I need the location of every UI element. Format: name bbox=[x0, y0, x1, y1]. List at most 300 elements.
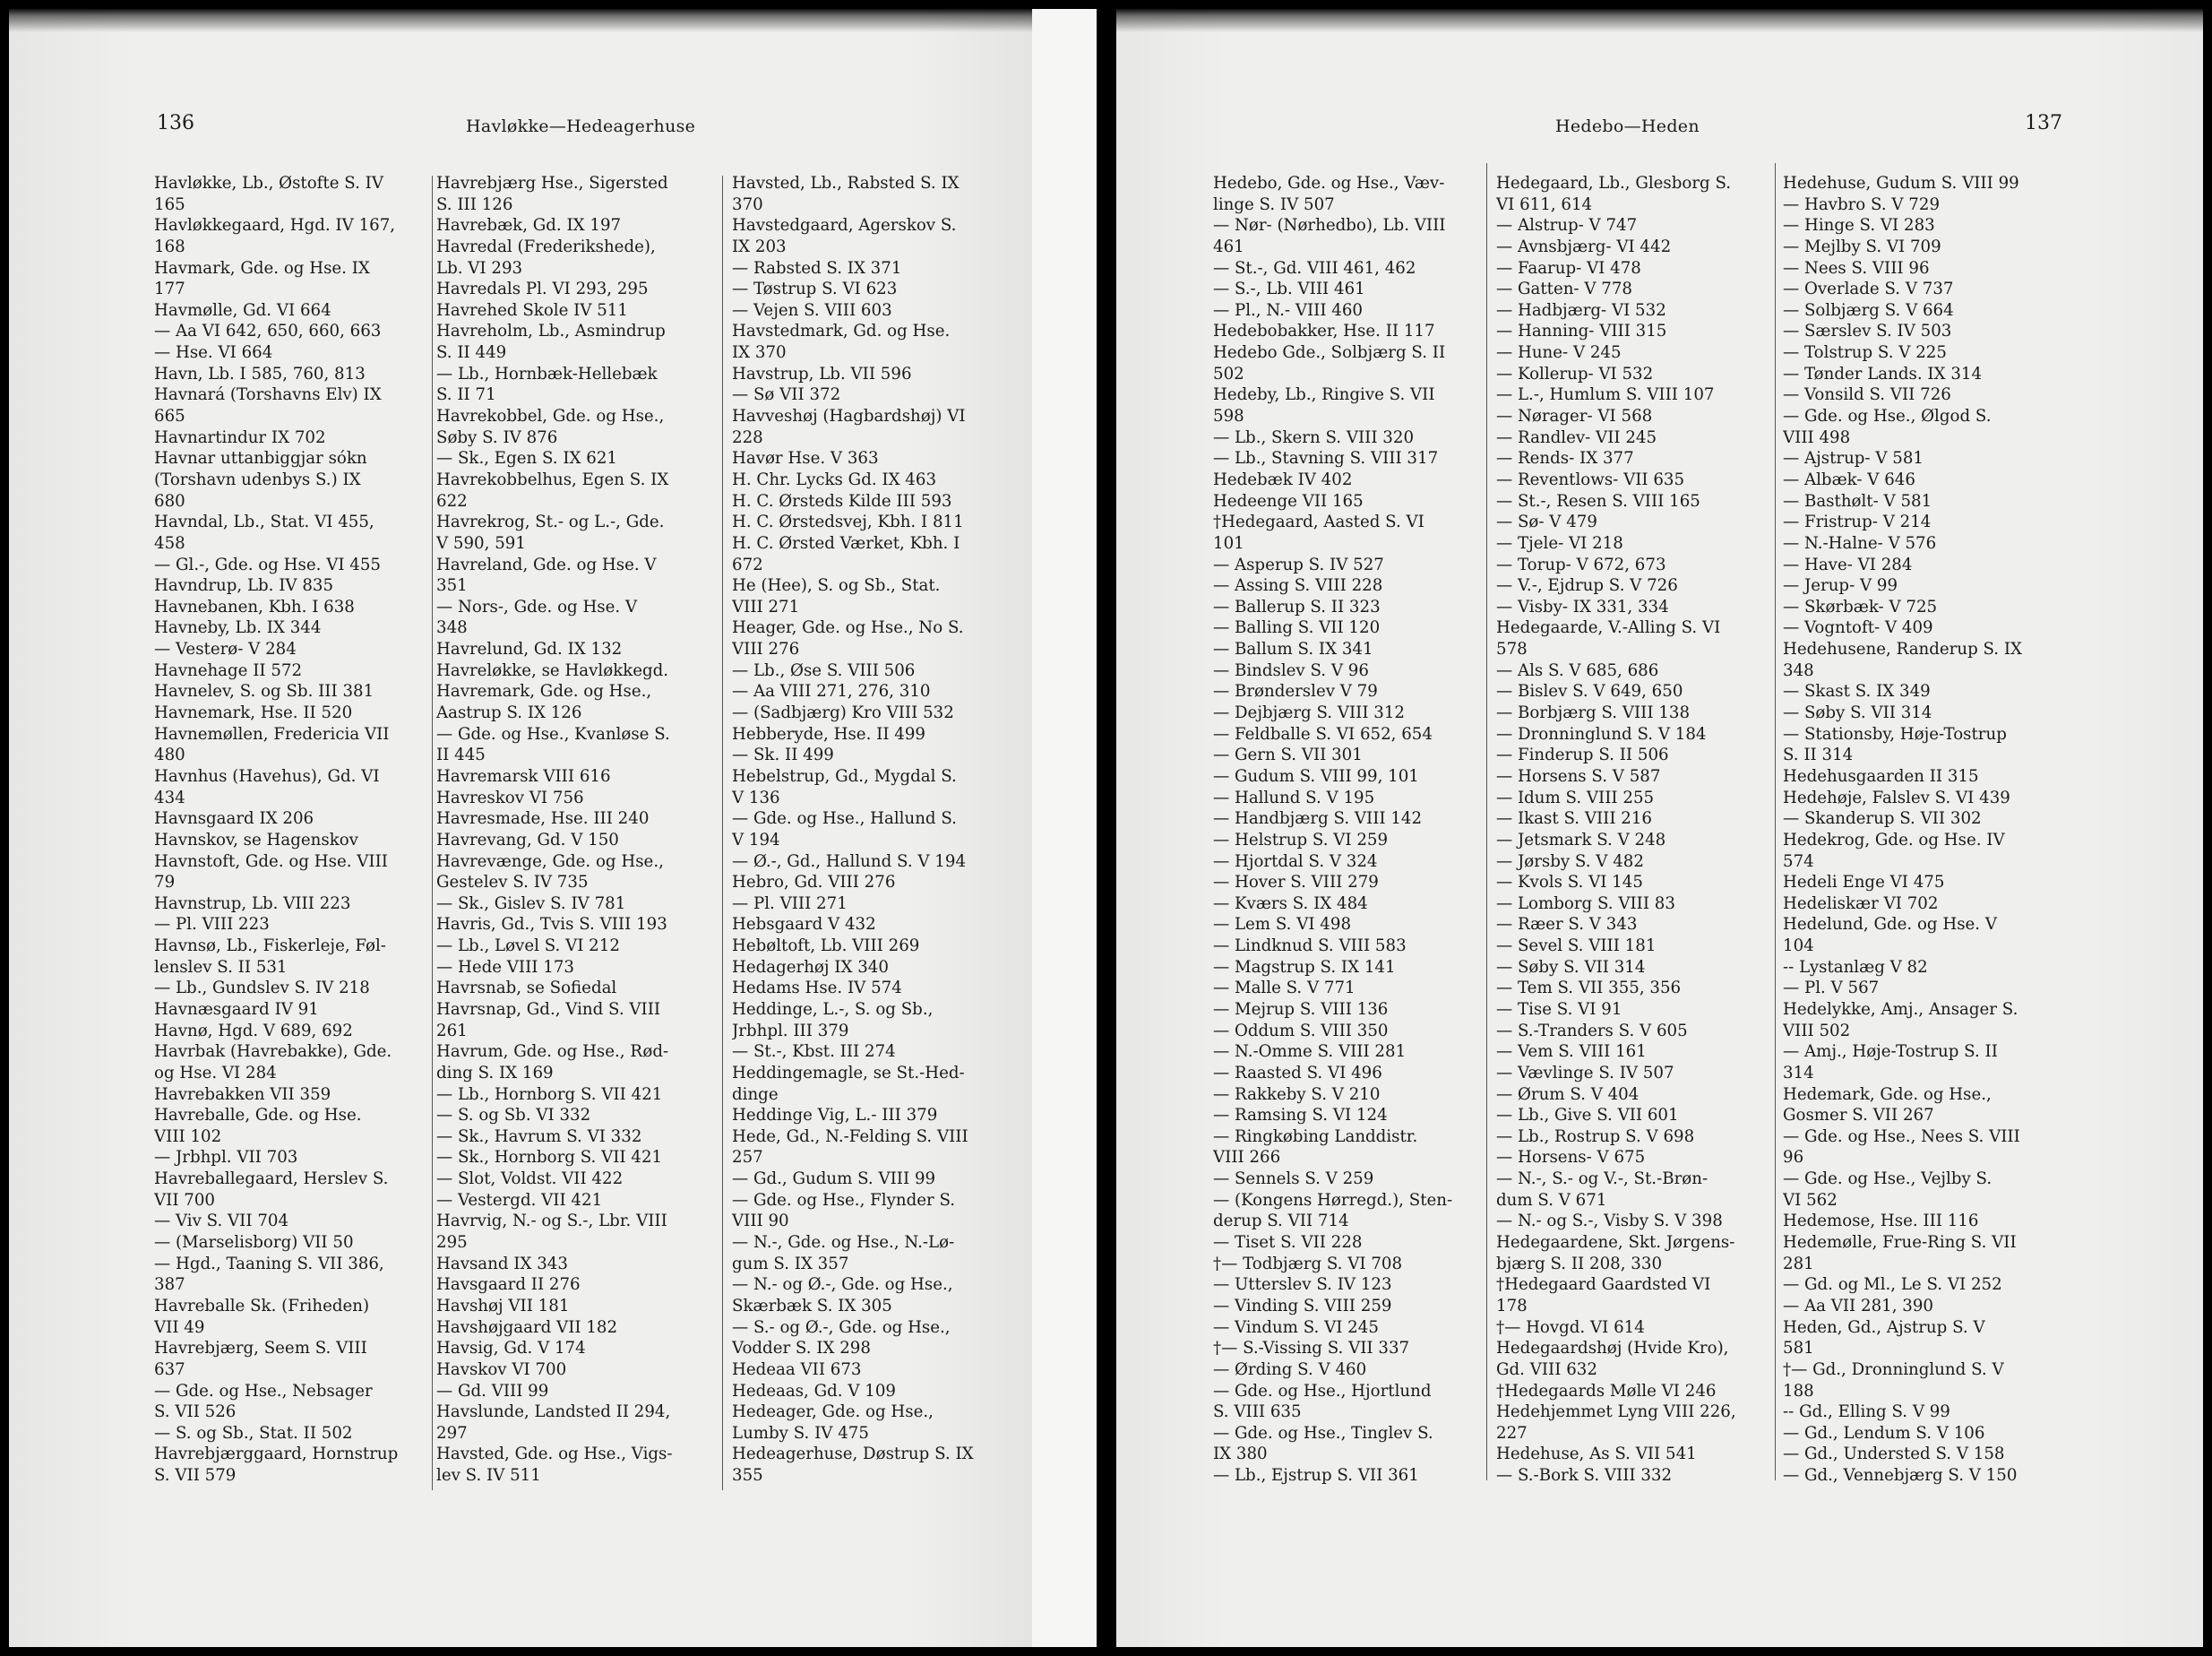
index-line: — Gde. og Hse., Tinglev S. bbox=[1213, 1423, 1433, 1443]
index-line: Havrebjærggaard, Hornstrup bbox=[154, 1445, 399, 1464]
index-line: Havmølle, Gd. VI 664 bbox=[154, 300, 331, 320]
index-line: — Sø- V 479 bbox=[1496, 513, 1597, 532]
index-line: 348 bbox=[1783, 660, 1814, 680]
index-line: IX 370 bbox=[732, 343, 787, 363]
index-line: Havnemøllen, Fredericia VII bbox=[154, 724, 390, 744]
index-line: Lumby S. IV 475 bbox=[732, 1423, 869, 1443]
index-line: — Gde. og Hse., Hjortlund bbox=[1213, 1381, 1432, 1401]
index-line: gum S. IX 357 bbox=[732, 1254, 849, 1273]
index-line: — Nors-, Gde. og Hse. V bbox=[436, 597, 638, 617]
index-line: 637 bbox=[154, 1359, 185, 1379]
index-line: †— S.-Vissing S. VII 337 bbox=[1213, 1339, 1410, 1358]
index-line: — Tolstrup S. V 225 bbox=[1783, 343, 1947, 363]
index-line: — Nees S. VIII 96 bbox=[1783, 258, 1930, 278]
index-column bbox=[1213, 173, 1452, 1487]
index-line: — Hinge S. VI 283 bbox=[1783, 216, 1935, 236]
index-line: 281 bbox=[1783, 1254, 1814, 1273]
index-line: linge S. IV 507 bbox=[1213, 194, 1335, 214]
index-line: — Gd., Gudum S. VIII 99 bbox=[732, 1169, 936, 1189]
index-line: VII 49 bbox=[154, 1317, 205, 1337]
index-line: — Vejen S. VIII 603 bbox=[732, 300, 892, 320]
index-line: — Albæk- V 646 bbox=[1783, 470, 1915, 489]
index-line: Havnstoft, Gde. og Hse. VIII bbox=[154, 851, 388, 871]
column-rule bbox=[1775, 163, 1776, 1480]
index-line: — Lb., Skern S. VIII 320 bbox=[1213, 427, 1415, 447]
index-line: — Vævlinge S. IV 507 bbox=[1496, 1063, 1674, 1082]
index-line: — Have- VI 284 bbox=[1783, 555, 1913, 574]
index-line: — Gd., Vennebjærg S. V 150 bbox=[1783, 1466, 2018, 1486]
index-line: Havrbak (Havrebakke), Gde. bbox=[154, 1042, 392, 1062]
index-line: — Ramsing S. VI 124 bbox=[1213, 1106, 1388, 1126]
index-line: H. C. Ørsted Værket, Kbh. I bbox=[732, 533, 960, 553]
index-line: — Lb., Øse S. VIII 506 bbox=[732, 660, 916, 680]
index-line: — Pl. V 567 bbox=[1783, 979, 1880, 998]
index-column bbox=[732, 173, 974, 1487]
page-number: 137 bbox=[2025, 112, 2062, 134]
index-line: — N.- og Ø.-, Gde. og Hse., bbox=[732, 1275, 953, 1295]
index-line: II 445 bbox=[436, 746, 486, 765]
index-line: dum S. V 671 bbox=[1496, 1190, 1607, 1210]
index-line: — Havbro S. V 729 bbox=[1783, 194, 1941, 214]
index-line: — Randlev- VII 245 bbox=[1496, 427, 1657, 447]
index-line: — Lomborg S. VIII 83 bbox=[1496, 893, 1675, 913]
index-line: 578 bbox=[1496, 640, 1528, 660]
index-line: — S.-Bork S. VIII 332 bbox=[1496, 1466, 1673, 1486]
index-line: 665 bbox=[154, 407, 185, 427]
index-line: — Overlade S. V 737 bbox=[1783, 280, 1954, 299]
index-line: 622 bbox=[436, 491, 468, 511]
index-line: 227 bbox=[1496, 1423, 1528, 1443]
page-number: 136 bbox=[157, 112, 194, 134]
index-line: derup S. VII 714 bbox=[1213, 1212, 1349, 1231]
running-head: Havløkke—Hedeagerhuse bbox=[466, 116, 696, 136]
index-line: 480 bbox=[154, 746, 185, 765]
index-line: Havskov VI 700 bbox=[436, 1359, 567, 1379]
index-line: — Vindum S. VI 245 bbox=[1213, 1317, 1379, 1337]
index-line: Havrum, Gde. og Hse., Rød- bbox=[436, 1042, 669, 1062]
index-line: — S.-Tranders S. V 605 bbox=[1496, 1021, 1688, 1040]
index-line: †— Hovgd. VI 614 bbox=[1496, 1317, 1645, 1337]
index-line: — Avnsbjærg- VI 442 bbox=[1496, 237, 1672, 256]
index-line: — Sennels S. V 259 bbox=[1213, 1169, 1374, 1189]
index-column bbox=[1783, 173, 2022, 1487]
index-line: — Ø.-, Gd., Hallund S. V 194 bbox=[732, 851, 967, 871]
index-line: 79 bbox=[154, 873, 176, 893]
index-line: — Vem S. VIII 161 bbox=[1496, 1042, 1647, 1062]
index-line: Havrebjærg, Seem S. VIII bbox=[154, 1339, 367, 1358]
index-line: 96 bbox=[1783, 1148, 1804, 1168]
index-line: — Pl. VIII 271 bbox=[732, 893, 848, 913]
index-line: — Skanderup S. VII 302 bbox=[1783, 809, 1982, 829]
index-line: Havshøjgaard VII 182 bbox=[436, 1317, 618, 1337]
index-line: — Assing S. VIII 228 bbox=[1213, 576, 1383, 596]
index-line: Havrekobbel, Gde. og Hse., bbox=[436, 407, 665, 427]
index-line: †— Todbjærg S. VI 708 bbox=[1213, 1254, 1403, 1273]
index-line: Hedeli Enge VI 475 bbox=[1783, 873, 1945, 893]
index-line: Havnæsgaard IV 91 bbox=[154, 999, 319, 1019]
index-line: Havstrup, Lb. VII 596 bbox=[732, 364, 912, 384]
index-line: — Lb., Stavning S. VIII 317 bbox=[1213, 449, 1439, 469]
index-line: 355 bbox=[732, 1466, 763, 1486]
index-line: — Borbjærg S. VIII 138 bbox=[1496, 703, 1691, 723]
index-line: — Ørum S. V 404 bbox=[1496, 1084, 1640, 1104]
index-line: — Utterslev S. IV 123 bbox=[1213, 1275, 1392, 1295]
index-line: — N.-Halne- V 576 bbox=[1783, 533, 1937, 553]
index-line: — N.- og S.-, Visby S. V 398 bbox=[1496, 1212, 1723, 1231]
index-line: — Mejlby S. VI 709 bbox=[1783, 237, 1941, 256]
index-line: Hedehuse, Gudum S. VIII 99 bbox=[1783, 174, 2019, 193]
index-line: Hebelstrup, Gd., Mygdal S. bbox=[732, 766, 957, 786]
index-line: 672 bbox=[732, 555, 763, 574]
index-line: — S.- og Ø.-, Gde. og Hse., bbox=[732, 1317, 951, 1337]
index-line: †Hedegaard Gaardsted VI bbox=[1496, 1275, 1711, 1295]
index-line: — Lb., Ejstrup S. VII 361 bbox=[1213, 1466, 1419, 1486]
index-line: — Ballerup S. II 323 bbox=[1213, 597, 1381, 617]
index-line: Hedemark, Gde. og Hse., bbox=[1783, 1084, 1992, 1104]
index-line: Havnsgaard IX 206 bbox=[154, 809, 314, 829]
index-line: bjærg S. II 208, 330 bbox=[1496, 1254, 1663, 1273]
index-line: — Sø VII 372 bbox=[732, 385, 841, 405]
index-line: Havrebakken VII 359 bbox=[154, 1084, 331, 1104]
index-line: H. Chr. Lycks Gd. IX 463 bbox=[732, 470, 937, 489]
index-line: VI 611, 614 bbox=[1496, 194, 1593, 214]
index-line: — Tøstrup S. VI 623 bbox=[732, 280, 898, 299]
index-line: — Vesterø- V 284 bbox=[154, 640, 297, 660]
index-line: Havsted, Lb., Rabsted S. IX bbox=[732, 174, 960, 193]
index-line: Havredal (Frederikshede), bbox=[436, 237, 656, 256]
page-gutter bbox=[1032, 9, 1097, 1647]
index-line: Hebøltoft, Lb. VIII 269 bbox=[732, 936, 920, 956]
index-line: Hedebo Gde., Solbjærg S. II bbox=[1213, 343, 1446, 363]
index-line: Hedeaa VII 673 bbox=[732, 1359, 862, 1379]
index-line: — Aa VI 642, 650, 660, 663 bbox=[154, 322, 382, 341]
index-line: — Lb., Gundslev S. IV 218 bbox=[154, 979, 370, 998]
index-line: — Horsens- V 675 bbox=[1496, 1148, 1646, 1168]
index-line: Havreballe Sk. (Friheden) bbox=[154, 1296, 370, 1315]
index-line: VIII 502 bbox=[1783, 1021, 1851, 1040]
index-line: — Aa VII 281, 390 bbox=[1783, 1296, 1934, 1315]
index-line: IX 380 bbox=[1213, 1445, 1268, 1464]
index-line: — Vogntoft- V 409 bbox=[1783, 618, 1933, 638]
index-line: — St.-, Resen S. VIII 165 bbox=[1496, 491, 1700, 511]
index-line: Skærbæk S. IX 305 bbox=[732, 1296, 892, 1315]
index-line: — Sevel S. VIII 181 bbox=[1496, 936, 1657, 956]
index-line: 458 bbox=[154, 533, 185, 553]
index-line: 297 bbox=[436, 1423, 468, 1443]
index-line: 434 bbox=[154, 788, 185, 807]
index-line: — Gudum S. VIII 99, 101 bbox=[1213, 766, 1419, 786]
index-line: Hedagerhøj IX 340 bbox=[732, 957, 889, 977]
index-line: Hedegaardshøj (Hvide Kro), bbox=[1496, 1339, 1729, 1358]
index-line: — Ikast S. VIII 216 bbox=[1496, 809, 1652, 829]
index-line: Havreballegaard, Herslev S. bbox=[154, 1169, 389, 1189]
index-line: — Helstrup S. VI 259 bbox=[1213, 830, 1389, 850]
index-line: — St.-, Kbst. III 274 bbox=[732, 1042, 896, 1062]
index-line: Hedams Hse. IV 574 bbox=[732, 979, 902, 998]
index-line: — Asperup S. IV 527 bbox=[1213, 555, 1384, 574]
index-line: — Idum S. VIII 255 bbox=[1496, 788, 1655, 807]
index-line: Jrbhpl. III 379 bbox=[732, 1021, 849, 1040]
index-line: Havresmade, Hse. III 240 bbox=[436, 809, 650, 829]
index-line: Hedeenge VII 165 bbox=[1213, 491, 1364, 511]
index-line: Havstedgaard, Agerskov S. bbox=[732, 216, 957, 236]
index-line: — Sk., Egen S. IX 621 bbox=[436, 449, 617, 469]
index-line: Hedemølle, Frue-Ring S. VII bbox=[1783, 1233, 2017, 1253]
index-line: — L.-, Humlum S. VIII 107 bbox=[1496, 385, 1715, 405]
index-line: — V.-, Ejdrup S. V 726 bbox=[1496, 576, 1678, 596]
index-line: — Stationsby, Høje-Tostrup bbox=[1783, 724, 2007, 744]
index-line: — Ringkøbing Landdistr. bbox=[1213, 1126, 1418, 1146]
index-line: — Handbjærg S. VIII 142 bbox=[1213, 809, 1423, 829]
index-line: — Raasted S. VI 496 bbox=[1213, 1063, 1382, 1082]
index-line: Havredals Pl. VI 293, 295 bbox=[436, 280, 649, 299]
index-line: Havneby, Lb. IX 344 bbox=[154, 618, 322, 638]
index-line: Havslunde, Landsted II 294, bbox=[436, 1402, 671, 1422]
index-line: Hedegaarde, V.-Alling S. VI bbox=[1496, 618, 1721, 638]
index-line: — Jrbhpl. VII 703 bbox=[154, 1148, 298, 1168]
index-line: — Fristrup- V 214 bbox=[1783, 513, 1932, 532]
page-top-edge bbox=[9, 9, 1032, 32]
index-line: — Gde. og Hse., Vejlby S. bbox=[1783, 1169, 1993, 1189]
index-line: Hede, Gd., N.-Felding S. VIII bbox=[732, 1126, 968, 1146]
index-line: — Gd., Lendum S. V 106 bbox=[1783, 1423, 1985, 1443]
index-line: — Gde. og Hse., Flynder S. bbox=[732, 1190, 956, 1210]
index-line: Søby S. IV 876 bbox=[436, 427, 558, 447]
index-line: Havreholm, Lb., Asmindrup bbox=[436, 322, 666, 341]
index-line: — Gd. og Ml., Le S. VI 252 bbox=[1783, 1275, 2002, 1295]
index-line: Havnará (Torshavns Elv) IX bbox=[154, 385, 382, 405]
index-line: — Lb., Hornbæk-Hellebæk bbox=[436, 364, 658, 384]
index-line: — S. og Sb., Stat. II 502 bbox=[154, 1423, 353, 1443]
index-line: Lb. VI 293 bbox=[436, 258, 523, 278]
right-page bbox=[1116, 9, 2203, 1647]
index-line: — Jerup- V 99 bbox=[1783, 576, 1898, 596]
index-line: — Hune- V 245 bbox=[1496, 343, 1622, 363]
index-line: Havris, Gd., Tvis S. VIII 193 bbox=[436, 915, 667, 935]
index-line: — Faarup- VI 478 bbox=[1496, 258, 1641, 278]
index-line: V 194 bbox=[732, 830, 780, 850]
index-line: Aastrup S. IX 126 bbox=[436, 703, 582, 723]
index-line: 461 bbox=[1213, 237, 1244, 256]
index-line: — Alstrup- V 747 bbox=[1496, 216, 1638, 236]
index-line: — Vinding S. VIII 259 bbox=[1213, 1296, 1392, 1315]
index-line: — Vonsild S. VII 726 bbox=[1783, 385, 1951, 405]
index-line: Vodder S. IX 298 bbox=[732, 1339, 871, 1358]
index-line: Havremark, Gde. og Hse., bbox=[436, 682, 652, 702]
index-line: Havremarsk VIII 616 bbox=[436, 766, 611, 786]
index-line: — Gde. og Hse., Kvanløse S. bbox=[436, 724, 670, 744]
index-line: Heden, Gd., Ajstrup S. V bbox=[1783, 1317, 1985, 1337]
index-line: Havshøj VII 181 bbox=[436, 1296, 570, 1315]
index-line: — Bindslev S. V 96 bbox=[1213, 660, 1369, 680]
index-line: — Søby S. VII 314 bbox=[1496, 957, 1646, 977]
index-line: — Gde. og Hse., Nees S. VIII bbox=[1783, 1126, 2020, 1146]
index-line: — Oddum S. VIII 350 bbox=[1213, 1021, 1389, 1040]
index-line: — Dronninglund S. V 184 bbox=[1496, 724, 1707, 744]
index-line: — Skørbæk- V 725 bbox=[1783, 597, 1938, 617]
index-line: — Slot, Voldst. VII 422 bbox=[436, 1169, 624, 1189]
index-line: — Sk., Gislev S. IV 781 bbox=[436, 893, 626, 913]
index-line: 177 bbox=[154, 280, 185, 299]
index-line: 351 bbox=[436, 576, 468, 596]
index-line: — Lb., Rostrup S. V 698 bbox=[1496, 1126, 1695, 1146]
index-line: Heddingemagle, se St.-Hed- bbox=[732, 1063, 965, 1082]
index-line: — Aa VIII 271, 276, 310 bbox=[732, 682, 931, 702]
index-line: — Amj., Høje-Tostrup S. II bbox=[1783, 1042, 1998, 1062]
index-line: ding S. IX 169 bbox=[436, 1063, 554, 1082]
index-line: Havløkkegaard, Hgd. IV 167, bbox=[154, 216, 396, 236]
index-line: -- Lystanlæg V 82 bbox=[1783, 957, 1928, 977]
index-line: — Tem S. VII 355, 356 bbox=[1496, 979, 1682, 998]
index-line: Hedehuse, As S. VII 541 bbox=[1496, 1445, 1697, 1464]
index-line: Havrekrog, St.- og L.-, Gde. bbox=[436, 513, 665, 532]
column-rule bbox=[432, 176, 433, 1490]
index-line: 257 bbox=[732, 1148, 763, 1168]
index-line: Heager, Gde. og Hse., No S. bbox=[732, 618, 964, 638]
index-line: — Gde. og Hse., Hallund S. bbox=[732, 809, 957, 829]
index-line: — Rends- IX 377 bbox=[1496, 449, 1634, 469]
left-page bbox=[9, 9, 1032, 1647]
index-line: S. VIII 635 bbox=[1213, 1402, 1302, 1422]
index-line: 261 bbox=[436, 1021, 468, 1040]
index-line: Hedegaardene, Skt. Jørgens- bbox=[1496, 1233, 1735, 1253]
index-line: Havsig, Gd. V 174 bbox=[436, 1339, 586, 1358]
index-line: Havnar uttanbiggjar sókn bbox=[154, 449, 367, 469]
index-line: — N.-Omme S. VIII 281 bbox=[1213, 1042, 1407, 1062]
index-line: 188 bbox=[1783, 1381, 1814, 1401]
index-line: — Dejbjærg S. VIII 312 bbox=[1213, 703, 1406, 723]
index-line: Havnehage II 572 bbox=[154, 660, 303, 680]
index-line: Hedebæk IV 402 bbox=[1213, 470, 1353, 489]
index-line: — Hanning- VIII 315 bbox=[1496, 322, 1667, 341]
index-line: H. C. Ørstedsvej, Kbh. I 811 bbox=[732, 513, 964, 532]
index-line: — Ajstrup- V 581 bbox=[1783, 449, 1924, 469]
index-line: lenslev S. II 531 bbox=[154, 957, 288, 977]
index-line: — Magstrup S. IX 141 bbox=[1213, 957, 1396, 977]
index-line: 168 bbox=[154, 237, 185, 256]
index-line: Havrekobbelhus, Egen S. IX bbox=[436, 470, 669, 489]
index-line: Havveshøj (Hagbardshøj) VI bbox=[732, 407, 966, 427]
index-line: Hebsgaard V 432 bbox=[732, 915, 876, 935]
index-line: Hedebobakker, Hse. II 117 bbox=[1213, 322, 1435, 341]
index-line: Havrsnap, Gd., Vind S. VIII bbox=[436, 999, 661, 1019]
index-line: — Feldballe S. VI 652, 654 bbox=[1213, 724, 1433, 744]
index-line: — Hede VIII 173 bbox=[436, 957, 574, 977]
index-line: — Mejrup S. VIII 136 bbox=[1213, 999, 1389, 1019]
index-line: Havnskov, se Hagenskov bbox=[154, 830, 358, 850]
index-line: Havreballe, Gde. og Hse. bbox=[154, 1106, 362, 1126]
index-line: Gd. VIII 632 bbox=[1496, 1359, 1597, 1379]
index-line: S. II 314 bbox=[1783, 746, 1854, 765]
index-line: — Tise S. VI 91 bbox=[1496, 999, 1622, 1019]
index-line: VIII 266 bbox=[1213, 1148, 1281, 1168]
index-line: — N.-, S.- og V.-, St.-Brøn- bbox=[1496, 1169, 1708, 1189]
index-column bbox=[436, 173, 673, 1487]
index-line: — (Sadbjærg) Kro VIII 532 bbox=[732, 703, 954, 723]
index-line: S. VII 579 bbox=[154, 1466, 237, 1486]
index-line: S. VII 526 bbox=[154, 1402, 237, 1422]
index-line: Havndrup, Lb. IV 835 bbox=[154, 576, 334, 596]
index-line: — Tønder Lands. IX 314 bbox=[1783, 364, 1983, 384]
index-line: -- Gd., Elling S. V 99 bbox=[1783, 1402, 1950, 1422]
index-line: Havrebjærg Hse., Sigersted bbox=[436, 174, 668, 193]
index-line: 104 bbox=[1783, 936, 1814, 956]
index-line: — Hjortdal S. V 324 bbox=[1213, 851, 1378, 871]
index-line: — Brønderslev V 79 bbox=[1213, 682, 1378, 702]
index-line: — (Marselisborg) VII 50 bbox=[154, 1233, 354, 1253]
index-line: — Lindknud S. VIII 583 bbox=[1213, 936, 1407, 956]
index-line: H. C. Ørsteds Kilde III 593 bbox=[732, 491, 952, 511]
index-line: Gosmer S. VII 267 bbox=[1783, 1106, 1934, 1126]
index-line: — Hover S. VIII 279 bbox=[1213, 873, 1379, 893]
index-line: — Rabsted S. IX 371 bbox=[732, 258, 902, 278]
index-line: — Lb., Hornborg S. VII 421 bbox=[436, 1084, 663, 1104]
index-line: Havmark, Gde. og Hse. IX bbox=[154, 258, 370, 278]
index-line: Havnartindur IX 702 bbox=[154, 427, 326, 447]
index-line: Havreløkke, se Havløkkegd. bbox=[436, 660, 669, 680]
index-line: 165 bbox=[154, 194, 185, 214]
index-line: VIII 90 bbox=[732, 1212, 789, 1231]
index-line: — Finderup S. II 506 bbox=[1496, 746, 1669, 765]
index-line: — Rakkeby S. V 210 bbox=[1213, 1084, 1381, 1104]
index-line: — Ræer S. V 343 bbox=[1496, 915, 1638, 935]
index-line: — Kvols S. VI 145 bbox=[1496, 873, 1643, 893]
index-line: Hedegaard, Lb., Glesborg S. bbox=[1496, 174, 1732, 193]
index-line: †Hedegaards Mølle VI 246 bbox=[1496, 1381, 1717, 1401]
index-line: Havnsø, Lb., Fiskerleje, Føl- bbox=[154, 936, 386, 956]
index-line: Hedelykke, Amj., Ansager S. bbox=[1783, 999, 2018, 1019]
index-line: Havnstrup, Lb. VIII 223 bbox=[154, 893, 351, 913]
index-line: — Viv S. VII 704 bbox=[154, 1212, 289, 1231]
index-line: Havnemark, Hse. II 520 bbox=[154, 703, 353, 723]
index-line: 295 bbox=[436, 1233, 468, 1253]
index-line: — Skast S. IX 349 bbox=[1783, 682, 1931, 702]
index-line: Havnhus (Havehus), Gd. VI bbox=[154, 766, 380, 786]
index-line: — N.-, Gde. og Hse., N.-Lø- bbox=[732, 1233, 955, 1253]
index-line: — S. og Sb. VI 332 bbox=[436, 1106, 591, 1126]
index-line: Gestelev S. IV 735 bbox=[436, 873, 589, 893]
index-line: 228 bbox=[732, 427, 763, 447]
index-line: V 590, 591 bbox=[436, 533, 526, 553]
index-line: — Gde. og Hse., Nebsager bbox=[154, 1381, 373, 1401]
index-line: He (Hee), S. og Sb., Stat. bbox=[732, 576, 941, 596]
index-line: S. II 71 bbox=[436, 385, 496, 405]
index-line: Hedehusene, Randerup S. IX bbox=[1783, 640, 2023, 660]
index-line: — Bislev S. V 649, 650 bbox=[1496, 682, 1683, 702]
index-line: — Jørsby S. V 482 bbox=[1496, 851, 1644, 871]
index-line: — Sk. II 499 bbox=[732, 746, 834, 765]
index-line: Havsted, Gde. og Hse., Vigs- bbox=[436, 1445, 673, 1464]
index-line: †Hedegaard, Aasted S. VI bbox=[1213, 513, 1424, 532]
index-line: †— Gd., Dronninglund S. V bbox=[1783, 1359, 2004, 1379]
index-line: S. II 449 bbox=[436, 343, 507, 363]
index-line: — Gatten- V 778 bbox=[1496, 280, 1632, 299]
index-line: — Tjele- VI 218 bbox=[1496, 533, 1623, 553]
index-line: Hebberyde, Hse. II 499 bbox=[732, 724, 925, 744]
index-line: — Gern S. VII 301 bbox=[1213, 746, 1363, 765]
index-line: — Nørager- VI 568 bbox=[1496, 407, 1653, 427]
column-rule bbox=[1486, 163, 1487, 1480]
index-line: Hedebo, Gde. og Hse., Væv- bbox=[1213, 174, 1445, 193]
index-line: — Als S. V 685, 686 bbox=[1496, 660, 1659, 680]
index-line: 370 bbox=[732, 194, 763, 214]
column-rule bbox=[722, 176, 723, 1490]
index-line: — Lb., Løvel S. VI 212 bbox=[436, 936, 620, 956]
index-line: Havrevang, Gd. V 150 bbox=[436, 830, 619, 850]
index-line: Havsand IX 343 bbox=[436, 1254, 568, 1273]
index-line: 101 bbox=[1213, 533, 1244, 553]
index-line: 574 bbox=[1783, 851, 1814, 871]
